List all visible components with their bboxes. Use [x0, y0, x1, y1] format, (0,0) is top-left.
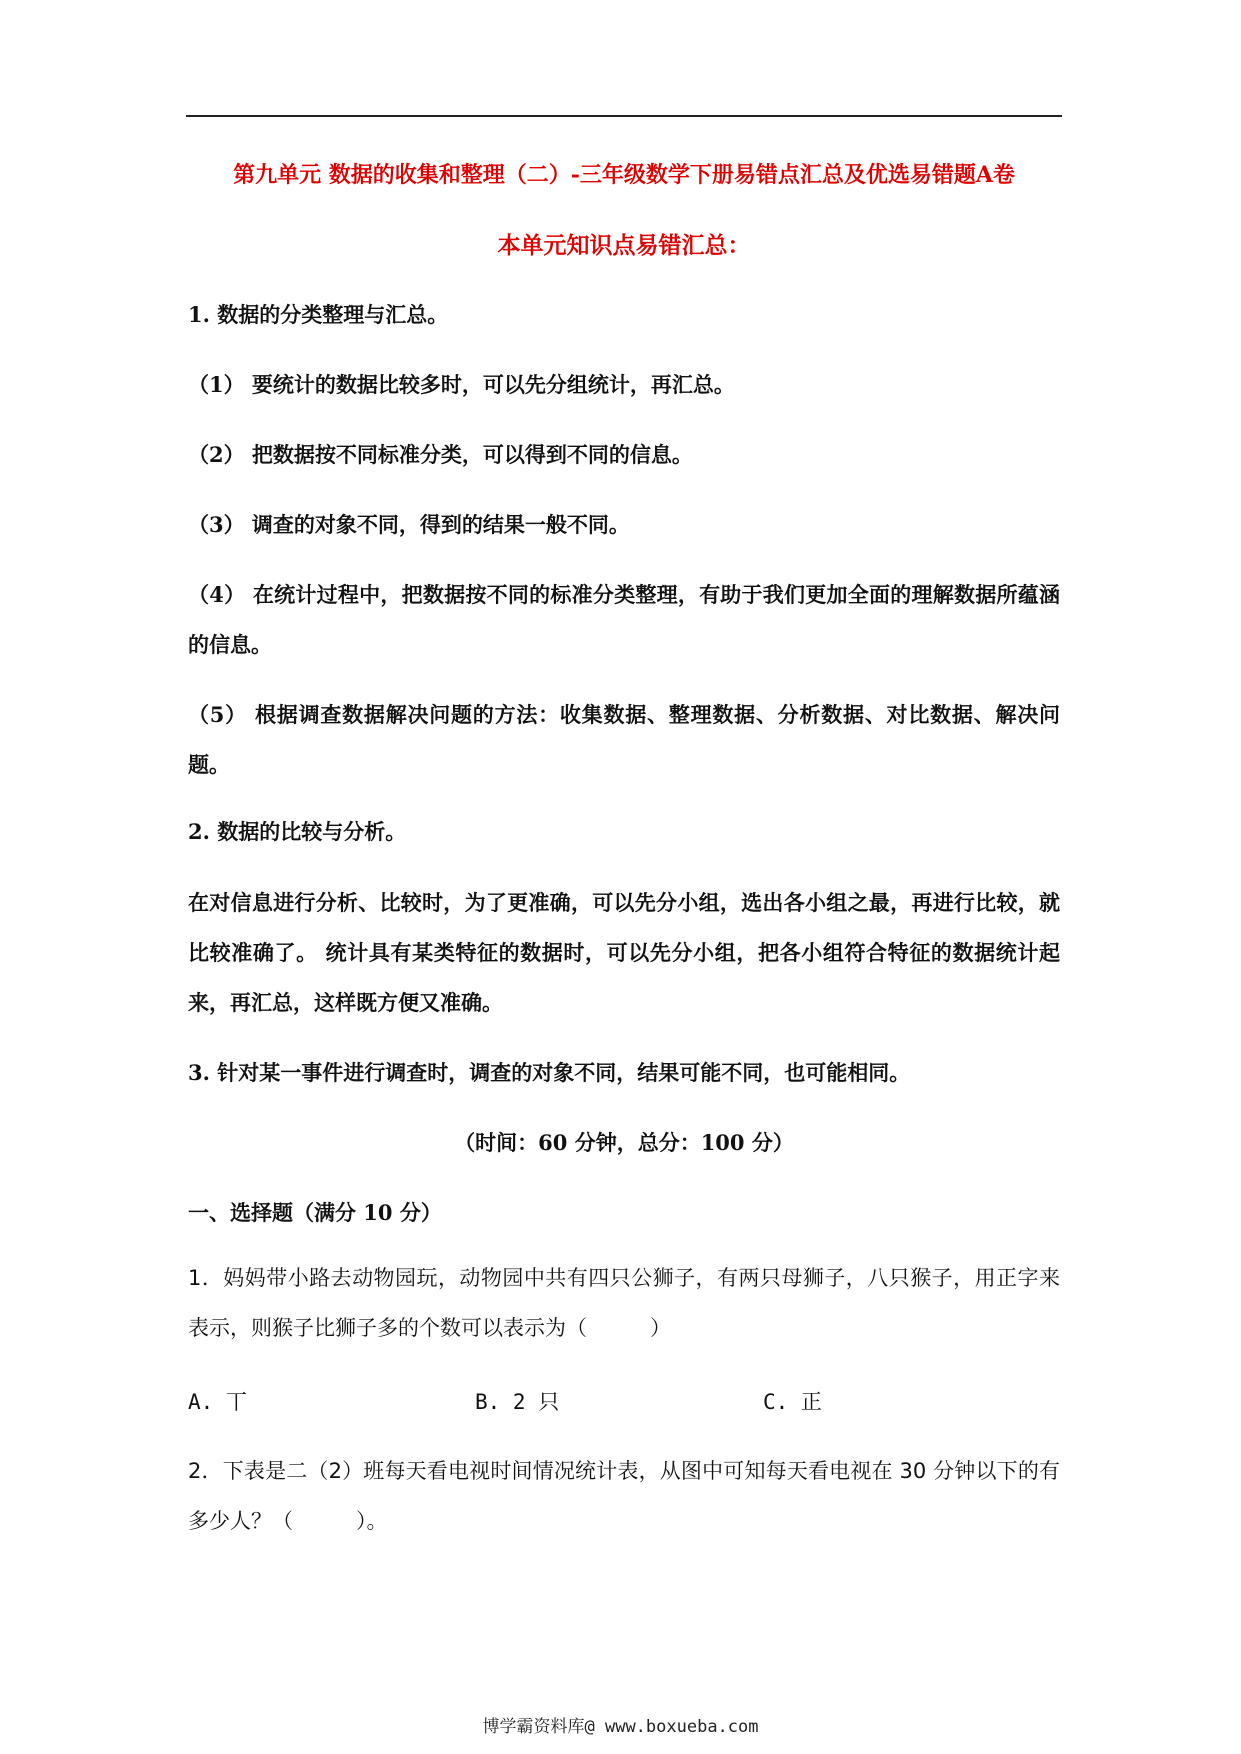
- question-1-option-b[interactable]: B. 2 只: [475, 1390, 560, 1414]
- section-2-body: 在对信息进行分析、比较时，为了更准确，可以先分小组，选出各小组之最，再进行比较，就比较准确了。 统计具有某类特征的数据时，可以先分小组，把各小组符合特征的数据统计起来，再汇总，这样既方便又准确。: [188, 890, 1060, 1015]
- section-1-point-3: （3） 调查的对象不同，得到的结果一般不同。: [188, 512, 630, 537]
- section-1-heading: 1. 数据的分类整理与汇总。: [188, 302, 449, 327]
- part-1-heading: 一、选择题（满分 10 分）: [188, 1200, 442, 1225]
- question-2-text: 2．下表是二（2）班每天看电视时间情况统计表，从图中可知每天看电视在 30 分钟以下的有多少人？（ ）。: [188, 1459, 1060, 1533]
- section-1-point-5: （5） 根据调查数据解决问题的方法：收集数据、整理数据、分析数据、对比数据、解决问题。: [188, 702, 1060, 777]
- question-1-option-a[interactable]: A. 丅: [188, 1390, 247, 1414]
- section-3-heading: 3. 针对某一事件进行调查时，调查的对象不同，结果可能不同，也可能相同。: [188, 1060, 911, 1085]
- section-subtitle: 本单元知识点易错汇总：: [497, 232, 751, 259]
- section-1-point-2: （2） 把数据按不同标准分类，可以得到不同的信息。: [188, 442, 693, 467]
- section-1-point-1: （1） 要统计的数据比较多时，可以先分组统计，再汇总。: [188, 372, 735, 397]
- header-rule: [186, 115, 1062, 117]
- document-title: 第九单元 数据的收集和整理（二）-三年级数学下册易错点汇总及优选易错题A卷: [233, 162, 1015, 188]
- question-1-options: [188, 1387, 1060, 1417]
- question-1-option-c[interactable]: C. 正: [763, 1390, 822, 1414]
- section-2-heading: 2. 数据的比较与分析。: [188, 819, 407, 844]
- exam-info: （时间：60 分钟，总分：100 分）: [454, 1130, 794, 1155]
- question-1-text: 1．妈妈带小路去动物园玩，动物园中共有四只公狮子，有两只母狮子，八只猴子，用正字来表示，则猴子比狮子多的个数可以表示为（ ）: [188, 1266, 1060, 1340]
- section-1-point-4: （4） 在统计过程中，把数据按不同的标准分类整理，有助于我们更加全面的理解数据所蕴涵的信息。: [188, 582, 1060, 657]
- page-footer: 博学霸资料库@ www.boxueba.com: [482, 1717, 759, 1737]
